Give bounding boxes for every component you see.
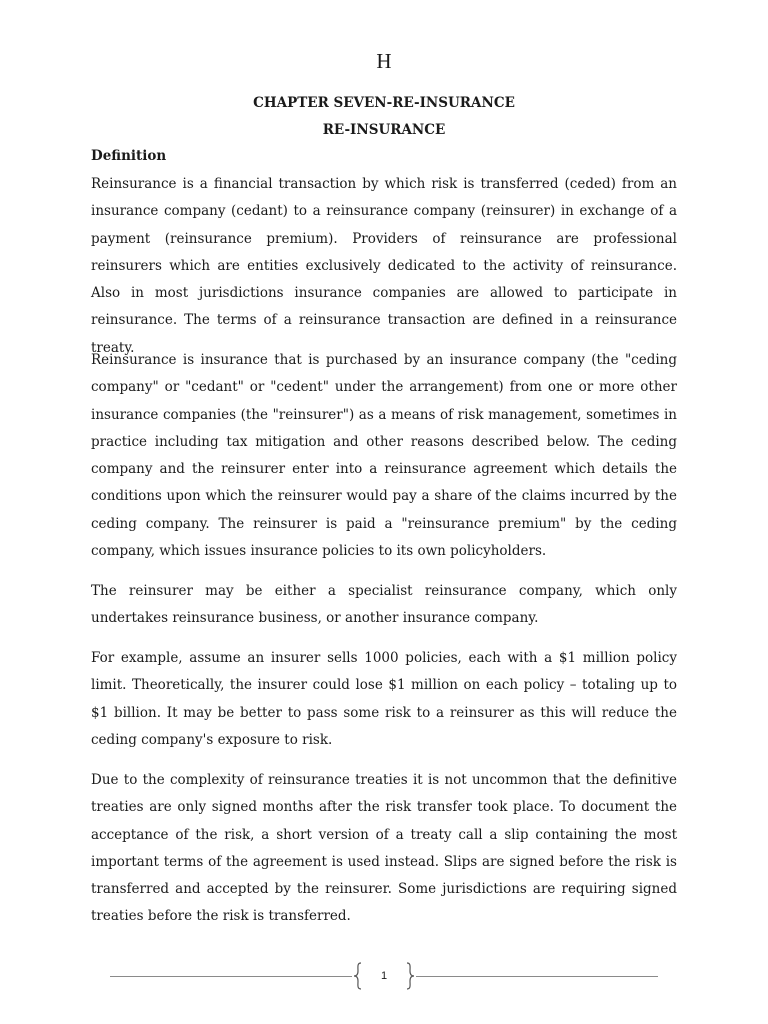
header-mark: H [376,49,392,73]
footer-rule-right [416,976,658,977]
chapter-title: CHAPTER SEVEN-RE-INSURANCE [253,95,515,111]
footer-rule-left [110,976,352,977]
page-footer [110,962,658,992]
paragraph: For example, assume an insurer sells 1000 policies, each with a $1 million policy limit. Theoretically, the insurer could lose $1 million on each policy – totaling up to $1 billion. It may be better to pass some risk to a reinsurer as this will reduce the ceding company's exposure to risk. [91,650,677,748]
paragraph: Due to the complexity of reinsurance treaties it is not uncommon that the definitive treaties are only signed months after the risk transfer took place. To document the acceptance of the risk, a short version of a treaty call a slip containing the most important terms of the agreement is used instead. Slips are signed before the risk is transferred and accepted by the reinsurer. Some jurisdictions are requiring signed treaties before the risk is transferred. [91,772,677,925]
paragraph: The reinsurer may be either a specialist reinsurance company, which only undertakes reinsurance business, or another insurance company. [91,583,677,627]
paragraph: Reinsurance is a financial transaction by which risk is transferred (ceded) from an insurance company (cedant) to a reinsurance company (reinsurer) in exchange of a payment (reinsurance premium). Providers of reinsurance are professional reinsurers which are entities exclusively dedicated to the activity of reinsurance. Also in most jurisdictions insurance companies are allowed to participate in reinsurance. The terms of a reinsurance transaction are defined in a reinsurance treaty. [91,176,677,356]
page-number: 1 [380,970,388,982]
right-brace-icon [405,962,415,990]
definition-heading: Definition [91,148,167,164]
paragraph: Reinsurance is insurance that is purchased by an insurance company (the "ceding company" or "cedant" or "cedent" under the arrangement) from one or more other insurance companies (the "reinsurer") as a means of risk management, sometimes in practice including tax mitigation and other reasons described below. The ceding company and the reinsurer enter into a reinsurance agreement which details the conditions upon which the reinsurer would pay a share of the claims incurred by the ceding company. The reinsurer is paid a "reinsurance premium" by the ceding company, which issues insurance policies to its own policyholders. [91,352,677,560]
left-brace-icon [353,962,363,990]
section-title: RE-INSURANCE [322,122,446,138]
